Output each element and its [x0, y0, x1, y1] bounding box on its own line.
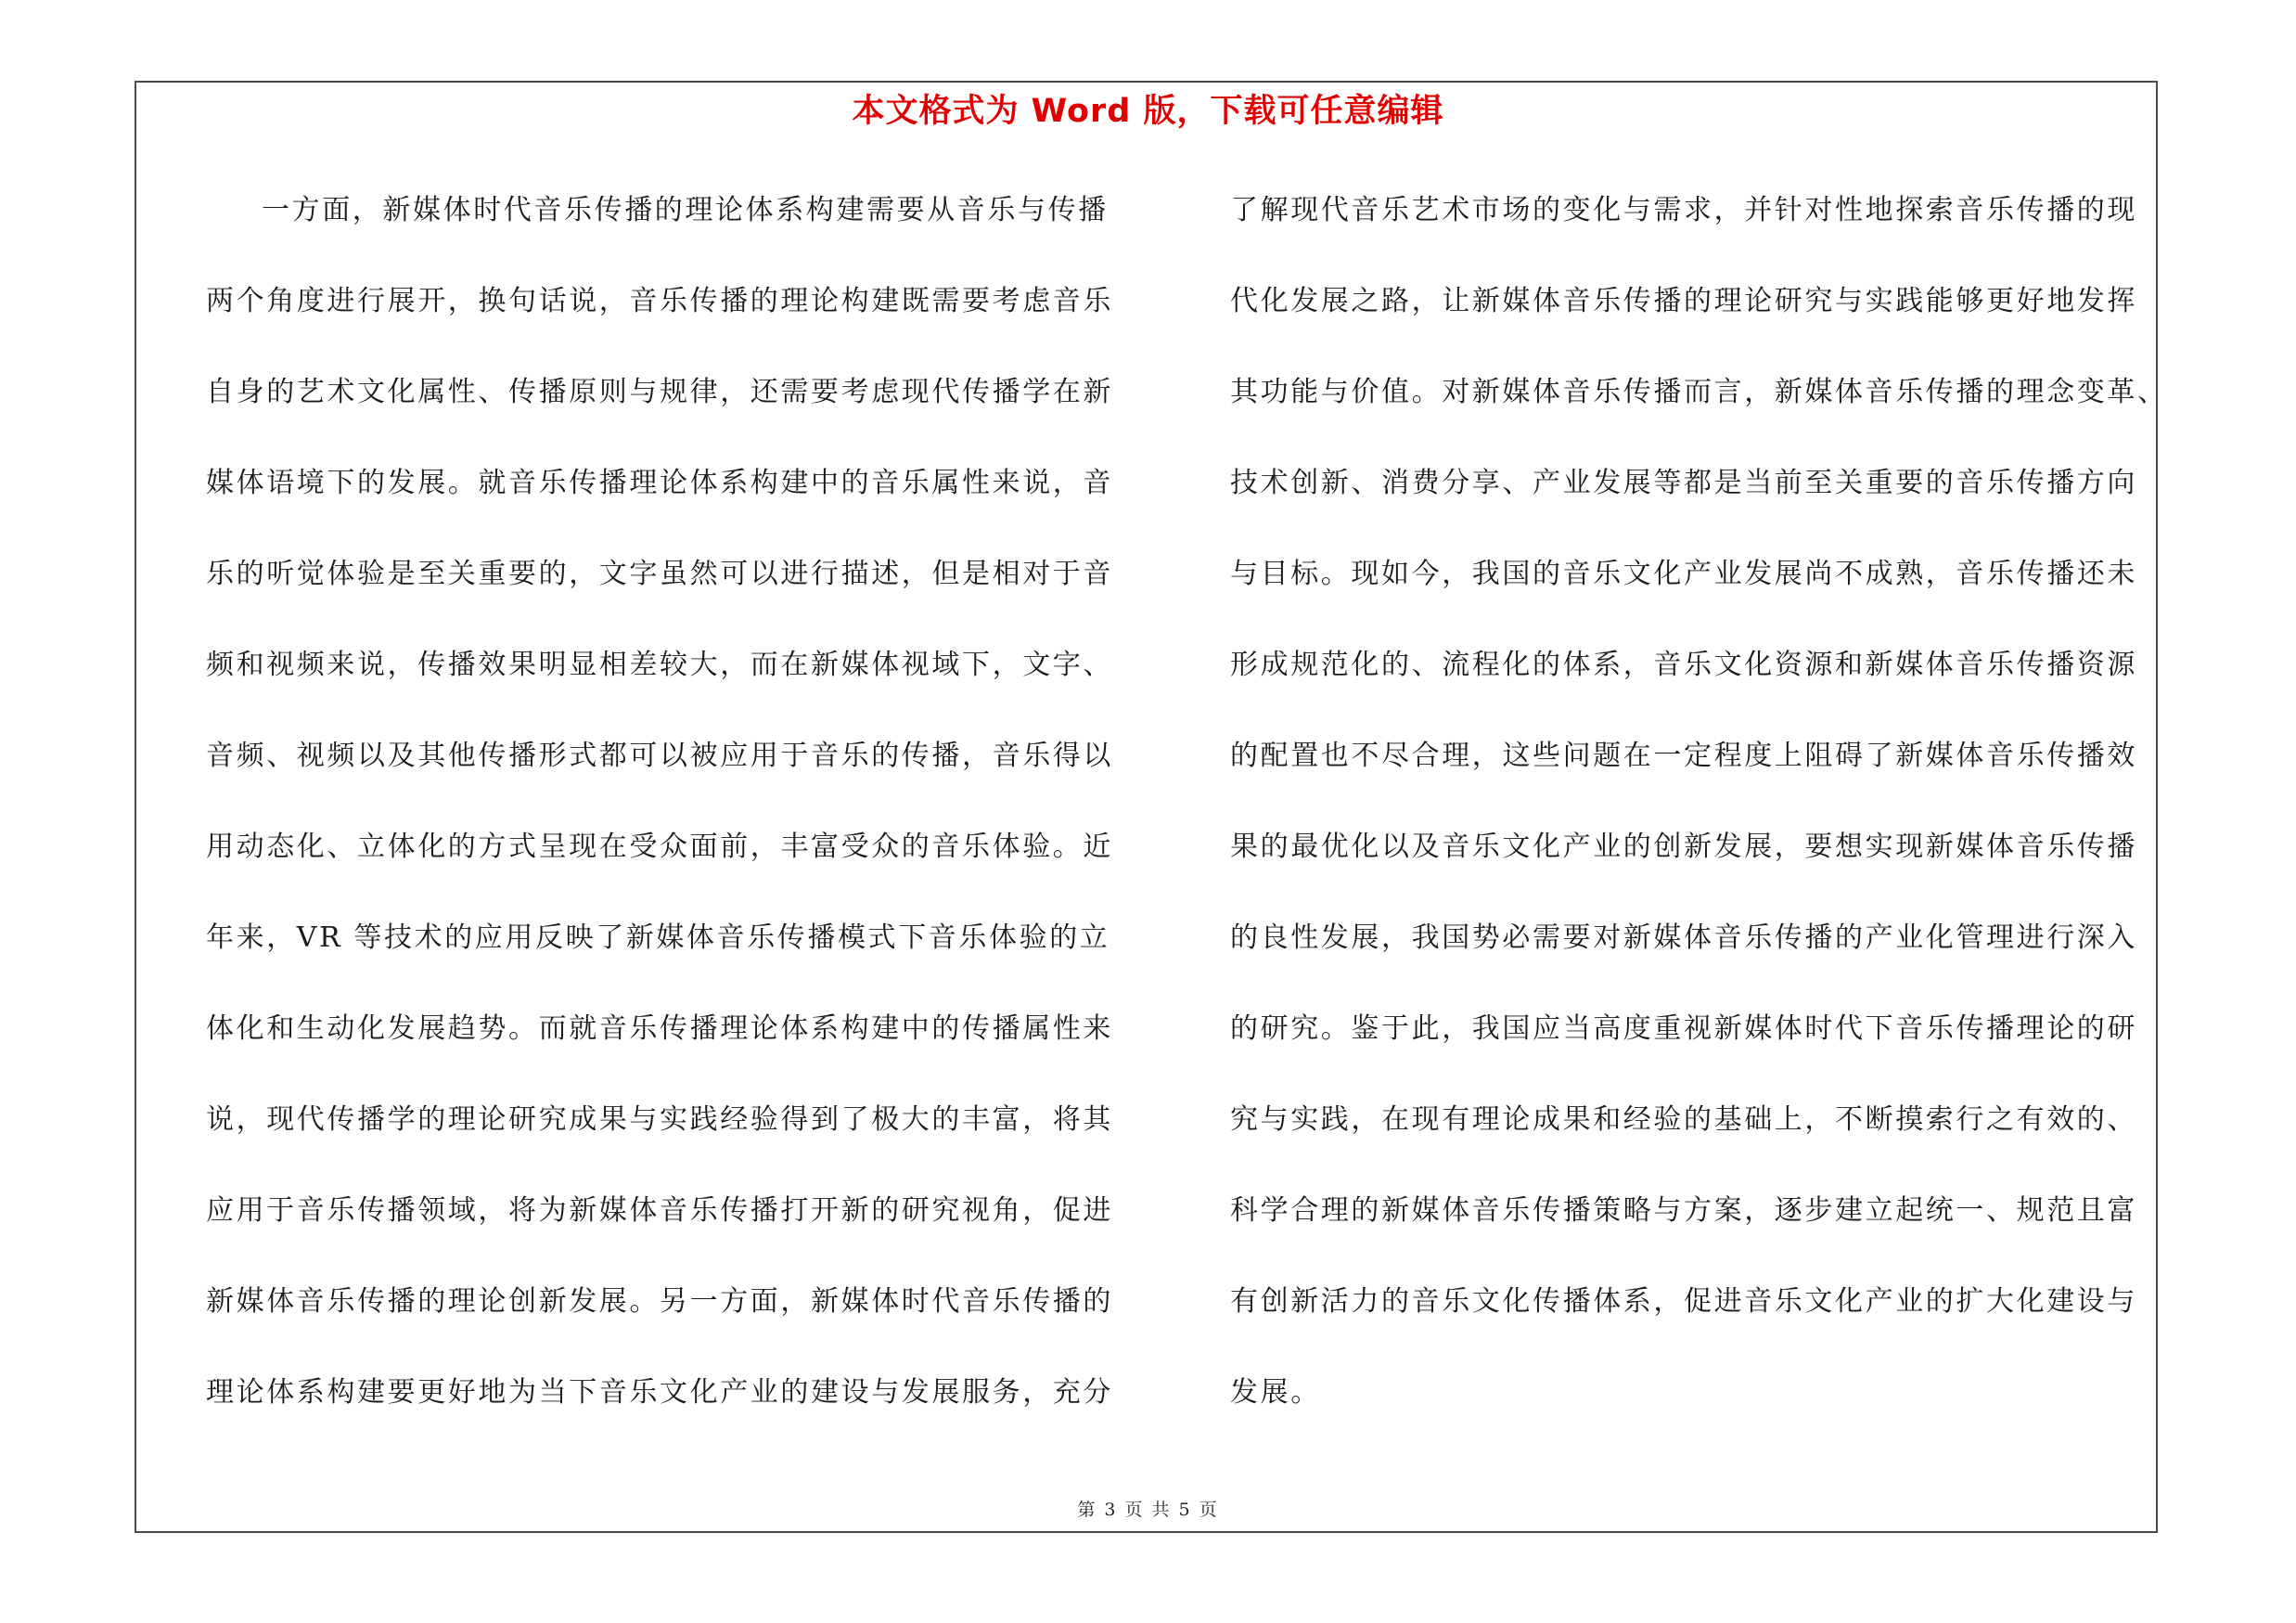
- text-line: 音频、视频以及其他传播形式都可以被应用于音乐的传播，音乐得以: [206, 740, 1113, 772]
- text-line: 代化发展之路，让新媒体音乐传播的理论研究与实践能够更好地发挥: [1230, 285, 2137, 317]
- text-line: 发展。: [1230, 1376, 1321, 1409]
- text-line: 两个角度进行展开，换句话说，音乐传播的理论构建既需要考虑音乐: [206, 285, 1113, 317]
- text-line: 其功能与价值。对新媒体音乐传播而言，新媒体音乐传播的理念变革、: [1230, 376, 2168, 408]
- text-line: 体化和生动化发展趋势。而就音乐传播理论体系构建中的传播属性来: [206, 1012, 1113, 1045]
- text-line: 有创新活力的音乐文化传播体系，促进音乐文化产业的扩大化建设与: [1230, 1285, 2137, 1318]
- text-line: 频和视频来说，传播效果明显相差较大，而在新媒体视域下，文字、: [206, 649, 1113, 681]
- text-line: 技术创新、消费分享、产业发展等都是当前至关重要的音乐传播方向: [1230, 467, 2137, 499]
- text-line: 的良性发展，我国势必需要对新媒体音乐传播的产业化管理进行深入: [1230, 921, 2137, 954]
- page-number: 第 3 页 共 5 页: [1077, 1500, 1219, 1520]
- text-line: 自身的艺术文化属性、传播原则与规律，还需要考虑现代传播学在新: [206, 376, 1113, 408]
- text-line: 年来，VR 等技术的应用反映了新媒体音乐传播模式下音乐体验的立: [206, 921, 1110, 954]
- text-line: 用动态化、立体化的方式呈现在受众面前，丰富受众的音乐体验。近: [206, 831, 1113, 863]
- text-line: 媒体语境下的发展。就音乐传播理论体系构建中的音乐属性来说，音: [206, 467, 1113, 499]
- text-line: 说，现代传播学的理论研究成果与实践经验得到了极大的丰富，将其: [206, 1103, 1113, 1136]
- text-line: 新媒体音乐传播的理论创新发展。另一方面，新媒体时代音乐传播的: [206, 1285, 1113, 1318]
- left-text-column: [206, 186, 1134, 1459]
- text-line: 果的最优化以及音乐文化产业的创新发展，要想实现新媒体音乐传播: [1230, 831, 2137, 863]
- text-line: 形成规范化的、流程化的体系，音乐文化资源和新媒体音乐传播资源: [1230, 649, 2137, 681]
- text-line: 一方面，新媒体时代音乐传播的理论体系构建需要从音乐与传播: [262, 194, 1109, 226]
- text-line: 理论体系构建要更好地为当下音乐文化产业的建设与发展服务，充分: [206, 1376, 1113, 1409]
- text-line: 的配置也不尽合理，这些问题在一定程度上阻碍了新媒体音乐传播效: [1230, 740, 2137, 772]
- text-line: 了解现代音乐艺术市场的变化与需求，并针对性地探索音乐传播的现: [1230, 194, 2137, 226]
- text-line: 科学合理的新媒体音乐传播策略与方案，逐步建立起统一、规范且富: [1230, 1194, 2137, 1227]
- text-line: 乐的听觉体验是至关重要的，文字虽然可以进行描述，但是相对于音: [206, 558, 1113, 590]
- text-line: 的研究。鉴于此，我国应当高度重视新媒体时代下音乐传播理论的研: [1230, 1012, 2137, 1045]
- text-line: 与目标。现如今，我国的音乐文化产业发展尚不成熟，音乐传播还未: [1230, 558, 2137, 590]
- right-text-column: [1230, 186, 2168, 1459]
- text-line: 应用于音乐传播领域，将为新媒体音乐传播打开新的研究视角，促进: [206, 1194, 1113, 1227]
- text-line: 究与实践，在现有理论成果和经验的基础上，不断摸索行之有效的、: [1230, 1103, 2137, 1136]
- format-notice-banner: 本文格式为 Word 版，下载可任意编辑: [852, 93, 1444, 130]
